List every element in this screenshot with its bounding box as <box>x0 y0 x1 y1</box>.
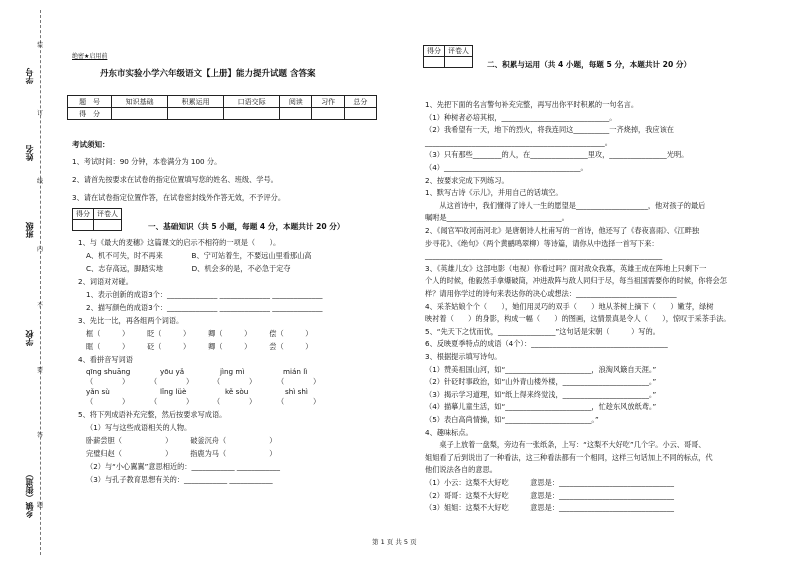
score-header: 知识基础 <box>112 96 168 108</box>
score-header: 积累运用 <box>168 96 224 108</box>
page-title: 丹东市实验小学六年级语文【上册】能力提升试题 含答案 <box>100 69 316 79</box>
s2-line: 4、趣味标点。 <box>425 427 473 437</box>
pinyin: yǎn sù <box>86 387 110 396</box>
score-header: 习作 <box>312 96 344 108</box>
section1-title: 一、基础知识（共 5 小题，每题 4 分，本题共计 20 分） <box>148 222 345 231</box>
pinyin: kě sòu <box>225 387 249 396</box>
cut-char: 不 <box>37 302 44 309</box>
s2-line: 2、《闻官军收河南河北》是唐朝诗人杜甫写的一首诗，他还写了《春夜喜雨》、《江畔独 <box>425 226 700 235</box>
score-header: 阅读 <box>280 96 312 108</box>
score-cell <box>344 108 376 120</box>
note-item: 2、请首先按要求在试卷的指定位置填写您的姓名、班级、学号。 <box>72 175 278 184</box>
s2-line: （2）针砭时事政治，如“山外青山楼外楼，________________________。” <box>425 377 657 387</box>
s2-line: （3）姐姐：这梨不大好吃 意思是：________________________________ <box>425 503 674 513</box>
grader-box <box>423 45 473 68</box>
s2-line: __________________________________________________。 <box>425 137 612 147</box>
answer-box[interactable]: （ ） <box>277 397 321 406</box>
grader-cell <box>73 220 94 231</box>
answer-box[interactable]: （ ） <box>86 377 130 386</box>
note-item: 1、考试时间：90 分钟，本卷满分为 100 分。 <box>72 157 222 166</box>
pinyin: jìng mì <box>220 367 245 376</box>
binding-label-school: 学校 <box>25 330 34 346</box>
s1-line: 完璧归赵（ ） 指鹿为马（ ） <box>86 449 277 458</box>
score-header: 题 号 <box>68 96 112 108</box>
cut-char: 要 <box>37 367 44 374</box>
grader-score: 得分 <box>73 209 94 220</box>
s2-line: 3、《英雄儿女》这部电影（电视）你看过吗？面对敌众我寡，英雄王成在阵地上只剩下一 <box>425 263 707 273</box>
s2-line: （5）表白高尚情操，如“________________________。” <box>425 415 599 424</box>
s2-line: 嘱咐是________________________________。 <box>425 213 569 223</box>
cut-char: 订 <box>37 110 44 117</box>
score-cell <box>224 108 280 120</box>
s2-line: 3、根据提示填写诗句。 <box>425 352 502 361</box>
answer-box[interactable]: （ ） <box>213 377 257 386</box>
grader-reviewer: 评卷人 <box>445 46 473 57</box>
page-footer: 第 1 页 共 5 页 <box>372 538 417 546</box>
binding-label-student-id: 学号 <box>25 68 34 84</box>
answer-box[interactable]: （ ） <box>277 377 321 386</box>
s1-line: C、志存高远，脚踏实地 D、机会多的是，不必急于定夺 <box>86 264 291 273</box>
pinyin: mián lì <box>283 367 308 376</box>
grader-cell <box>94 220 122 231</box>
s1-line: （3）与孔子教育思想有关的：____________ ____________ <box>86 475 273 484</box>
binding-line <box>40 10 41 555</box>
s2-line: （1）赞美祖国山河，如“________________________，浪淘风簸自天涯。” <box>425 364 657 374</box>
score-cell <box>312 108 344 120</box>
s2-line: 他们说法各自的意思。 <box>425 465 497 475</box>
s2-line: （1）种树者必培其根，______________________________。 <box>425 112 617 122</box>
s1-line: 1、表示创新的成语3个：______________ ______________ ______________ <box>86 290 323 299</box>
grader-box <box>72 208 122 231</box>
s1-line: 卧薪尝胆（ ） 破釜沉舟（ ） <box>86 436 277 445</box>
s2-line: __________________________________________________________________ <box>425 251 663 261</box>
score-table <box>67 95 377 120</box>
answer-box[interactable]: （ ） <box>150 397 194 406</box>
score-cell <box>168 108 224 120</box>
grader-score: 得分 <box>424 46 445 57</box>
binding-label-name: 姓名 <box>25 145 34 161</box>
s1-line: 3、先比一比，再各组两个词语。 <box>78 316 184 325</box>
s1-line: （2）与“小心翼翼”意思相近的：____________ ____________ <box>86 462 280 471</box>
s2-line: 步寻花》、《绝句》（两个黄鹂鸣翠柳）等诗篇，请你从中选择一首写下来： <box>425 238 659 248</box>
grader-cell <box>424 57 445 68</box>
s1-line: （1）写与这些成语相关的人物。 <box>86 423 192 432</box>
s1-line: A、机不可失，时不再来 B、宁可站着生，不要远山里看那山高 <box>86 251 312 260</box>
binding-label-town: 乡镇（街道） <box>25 470 34 518</box>
score-row-label: 得 分 <box>68 108 112 120</box>
section2-title: 二、积累与运用（共 4 小题，每题 5 分，本题共计 20 分） <box>487 60 692 69</box>
s1-line: 5、将下列成语补充完整，然后按要求写成语。 <box>78 410 227 419</box>
s2-line: 1、先把下面的名言警句补充完整，再写出你平时积累的一句名言。 <box>425 100 639 109</box>
cut-char: 装 <box>37 42 44 49</box>
s1-line: 框（ ） 眨（ ） 卿（ ） 偿（ ） <box>86 329 313 338</box>
grader-reviewer: 评卷人 <box>94 209 122 220</box>
cut-char: 答 <box>37 432 44 439</box>
s2-line: 个人的时候，他毅然手拿爆破筒，冲进敌阵与敌人同归于尽，每当祖国需要你的时候，你将会怎 <box>425 276 727 286</box>
s1-line: 2、词语对对碰。 <box>78 277 133 286</box>
score-cell <box>280 108 312 120</box>
s2-line: 映衬着（ ）的身影，构成一幅（ ）的图画，这情景真是令人（ ），惊叹于采茶手法。 <box>425 314 731 324</box>
cut-char: 内 <box>37 246 44 253</box>
score-header: 口语交际 <box>224 96 280 108</box>
s2-line: 从这首诗中，我们懂得了诗人一生的愿望是____________________，他对孩子的最后 <box>425 200 706 210</box>
s1-line: 眶（ ） 砭（ ） 卿（ ） 尝（ ） <box>86 342 313 351</box>
watermark-label: 绝密★启用前 <box>72 53 108 60</box>
pinyin: yōu yǎ <box>160 367 185 376</box>
s2-line: 4、采茶姑娘个个（ ），她们用灵巧的双手（ ）地从茶树上摘下（ ）嫩芽，绿树 <box>425 301 714 311</box>
s2-line: （4）描摹儿童生活，如“________________________，忙趁东风放纸鸢。” <box>425 402 657 412</box>
s1-line: 2、描写颜色的成语3个：______________ ______________ ______________ <box>86 303 323 312</box>
s2-line: 桌子上放着一盘梨，旁边有一张纸条，上写：“这梨不大好吃”几个字。小云、哥哥、 <box>425 440 706 450</box>
s2-line: （2）哥哥：这梨不大好吃 意思是：________________________________ <box>425 490 674 500</box>
note-item: 3、请在试卷指定位置作答，在试卷密封线外作答无效，不予评分。 <box>72 193 286 202</box>
score-cell <box>112 108 168 120</box>
pinyin: shì shì <box>285 387 308 396</box>
s2-line: 5、“先天下之忧而忧，________________”这句话是宋朝（ ）写的。 <box>425 326 660 336</box>
score-header: 总分 <box>344 96 376 108</box>
answer-box[interactable]: （ ） <box>150 377 194 386</box>
s2-line: 姐姐看了后到说出了一种看法，这三种看法都有一个相同，这样三句话加上不同的标点，代 <box>425 452 713 462</box>
pinyin: lǐng lüè <box>160 387 187 396</box>
s2-line: 1、默写古诗《示儿》，并用自己的话填空。 <box>425 188 563 198</box>
s2-line: 样？请用你学过的诗句来表达你的决心或想法：____________________________ <box>425 289 677 298</box>
s2-line: （3）只有那些________的人，在________________里攻，________________光明。 <box>425 150 689 160</box>
s2-line: 6、反映夏季特点的成语（4个）：______________________________________ <box>425 339 668 349</box>
notes-heading: 考试须知： <box>72 140 110 149</box>
s2-line: 2、按要求完成下列练习。 <box>425 175 509 185</box>
pinyin: qīng shuāng <box>86 367 131 376</box>
s2-line: （2）我希望有一天，地下的烈火，将我连同这__________一齐烧掉，我应该在 <box>425 125 674 135</box>
s1-line: 1、与《最大的麦穗》这篇课文的启示不相符的一项是（ ）。 <box>78 238 281 247</box>
answer-box[interactable]: （ ） <box>213 397 257 406</box>
cut-char: 线 <box>37 178 44 185</box>
s2-line: （3）揭示学习道理，如“纸上得来终觉浅，________________________。” <box>425 389 657 399</box>
grader-cell <box>445 57 473 68</box>
binding-label-class: 班级 <box>25 222 34 238</box>
s2-line: （1）小云：这梨不大好吃 意思是：________________________________ <box>425 478 674 487</box>
cut-char: 题 <box>37 502 44 509</box>
s1-line: 4、看拼音写词语 <box>78 355 133 364</box>
answer-box[interactable]: （ ） <box>86 397 130 406</box>
s2-line: （4）______________________________________。 <box>425 163 588 172</box>
